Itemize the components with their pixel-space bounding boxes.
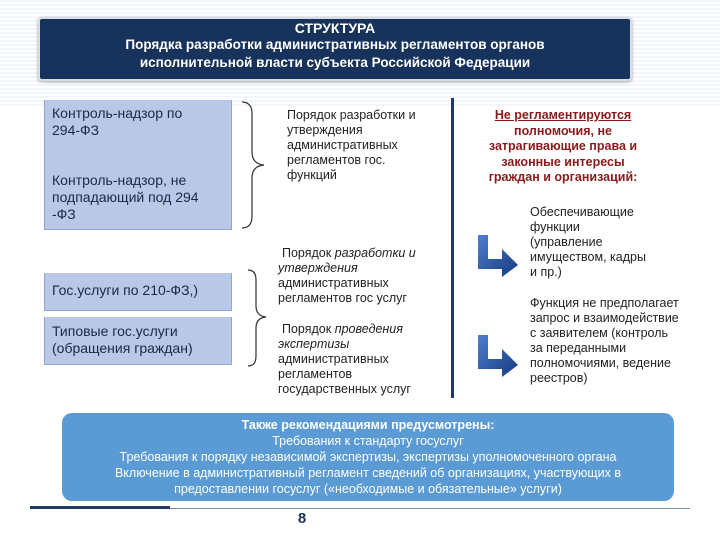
left-box-control-line: Контроль-надзор, не (52, 172, 187, 188)
middle-text-part: проведения (334, 322, 403, 336)
right-item-line: с заявителем (контроль (530, 326, 669, 340)
right-item-line: полномочиями, ведение (530, 356, 671, 370)
right-title-line: законные интересы (501, 154, 625, 169)
left-box-control-line (52, 156, 231, 172)
left-box-control-line: Контроль-надзор по (52, 105, 183, 121)
recommendations-line: предоставлении госуслуг («необходимые и обязательные» услуги) (174, 482, 562, 496)
middle-text-line: Порядок разработки и (287, 108, 416, 122)
left-box-services (44, 273, 232, 311)
recommendations-box (62, 413, 674, 501)
middle-text-part: Порядок (282, 246, 335, 260)
right-item-line: за переданными (530, 341, 627, 355)
right-title-line: Не регламентируются (494, 108, 632, 122)
right-brace-bottom (244, 268, 274, 368)
right-brace-top (236, 100, 272, 230)
recommendations-heading: Также рекомендациями предусмотрены: (241, 418, 495, 432)
middle-text-line (278, 337, 411, 352)
right-title-line: затрагивающие права и (488, 139, 638, 153)
right-title (474, 108, 652, 186)
left-box-control-line: 294-ФЗ (52, 122, 100, 138)
right-item-line: и пр.) (530, 265, 562, 279)
middle-text-line (278, 322, 411, 337)
middle-text-line: регламентов (278, 367, 353, 381)
right-item-no-interaction (530, 296, 679, 386)
left-box-services-line: Гос.услуги по 210-ФЗ,) (52, 282, 199, 298)
vertical-divider (451, 98, 454, 398)
recommendations-line: Требования к стандарту госуслуг (272, 434, 464, 448)
right-item-line: реестров) (530, 371, 588, 385)
footer-accent-bar (30, 506, 170, 509)
middle-text-part: разработки и (334, 246, 416, 260)
right-item-support-functions (530, 205, 646, 280)
recommendations-line: Требования к порядку независимой экспертизы, экспертизы уполномоченного органа (119, 450, 617, 464)
middle-text-line (278, 261, 416, 276)
middle-text-line: функций (287, 168, 337, 182)
right-item-line: Обеспечивающие (530, 205, 634, 219)
left-box-typical-line: Типовые гос.услуги (52, 323, 178, 339)
left-box-typical-services (44, 317, 232, 365)
middle-text-line: утверждения (287, 123, 363, 137)
right-title-line: полномочия, не (514, 123, 612, 138)
title-line-3: исполнительной власти субъекта Российской Федерации (139, 55, 531, 70)
right-item-line: (управление (530, 235, 603, 249)
middle-text-line: регламентов гос услуг (278, 291, 407, 305)
right-item-line: функции (530, 220, 580, 234)
left-box-control (44, 100, 232, 230)
middle-text-line: административных (278, 352, 389, 366)
left-box-typical-line: (обращения граждан) (52, 340, 193, 356)
title-line-1: СТРУКТУРА (294, 20, 376, 36)
slide-title (38, 17, 632, 81)
recommendations-line: Включение в административный регламент сведений об организациях, участвующих в (114, 466, 622, 480)
middle-text-line (278, 246, 416, 261)
middle-text-expertise (278, 322, 411, 397)
middle-text-line: государственных услуг (278, 382, 411, 396)
middle-text-services (278, 246, 416, 306)
middle-text-functions (287, 108, 416, 183)
left-box-control-line (52, 139, 231, 156)
right-item-line: запрос и взаимодействие (530, 311, 679, 325)
left-box-control-line: подпадающий под 294 (52, 189, 199, 205)
middle-text-line: административных (287, 138, 398, 152)
middle-text-part: утверждения (278, 261, 358, 275)
right-item-line: Функция не предполагает (530, 296, 679, 310)
middle-text-line: административных (278, 276, 389, 290)
left-box-control-line: -ФЗ (52, 206, 76, 222)
right-item-line: имуществом, кадры (530, 250, 646, 264)
right-title-line: граждан и организаций: (488, 170, 638, 184)
middle-text-part: экспертизы (278, 337, 350, 351)
middle-text-part: Порядок (282, 322, 335, 336)
page-number: 8 (297, 510, 307, 527)
middle-text-line: регламентов гос. (287, 153, 386, 167)
down-right-arrow-icon (474, 233, 520, 279)
title-line-2: Порядка разработки административных регламентов органов (125, 37, 545, 52)
down-right-arrow-icon (474, 333, 520, 379)
